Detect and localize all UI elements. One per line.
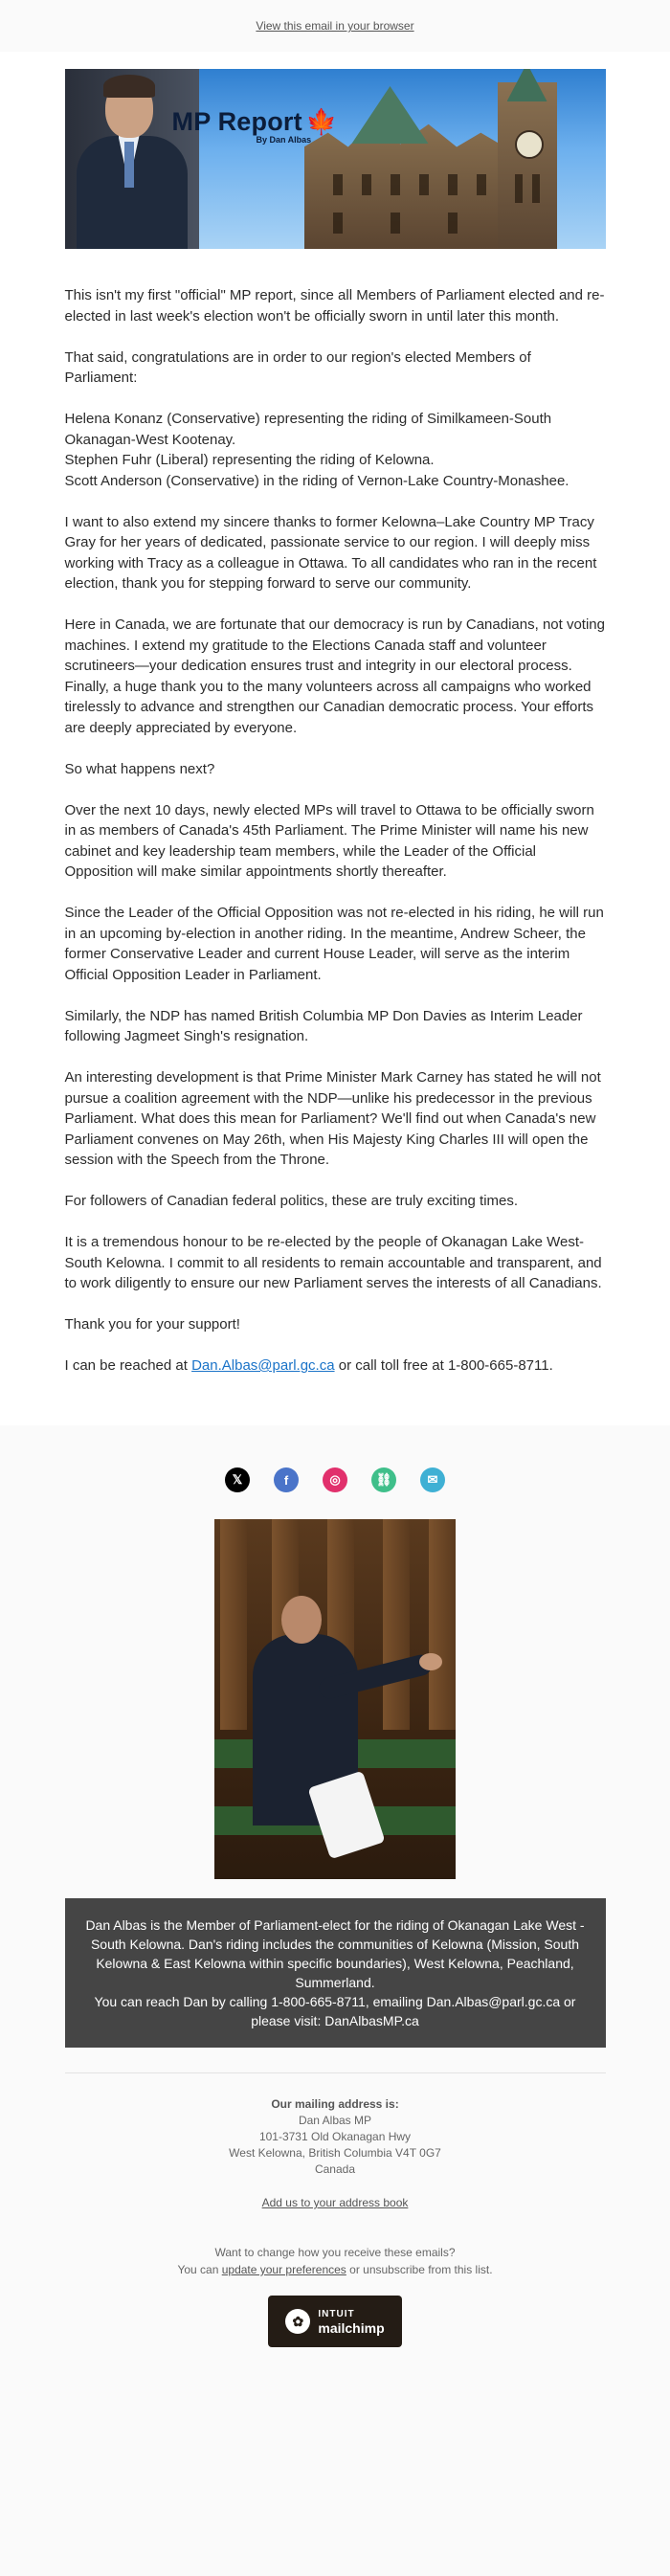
address-line: Dan Albas MP [298, 2114, 372, 2127]
email-icon[interactable]: ✉ [420, 1467, 445, 1492]
window [333, 213, 343, 234]
instagram-icon[interactable]: ◎ [323, 1467, 347, 1492]
top-bar [0, 0, 670, 52]
hair [103, 75, 155, 98]
paragraph: Similarly, the NDP has named British Columbia MP Don Davies as Interim Leader following Jagmeet Singh's resignation. [64, 1007, 583, 1044]
email-preferences [0, 2244, 670, 2278]
banner-title: MP Report [171, 107, 302, 136]
contact-pre: I can be reached at [64, 1357, 192, 1374]
banner-byline: By Dan Albas [256, 135, 312, 145]
paragraph: Over the next 10 days, newly elected MPs will travel to Ottawa to be officially sworn in as members of Canada's 45th Parliament. The Prime Minister will name his new cabinet and key leadership team members, while the Leader of the Official Opposition will make similar appointments shortly thereafter. [64, 801, 594, 880]
window [477, 174, 486, 195]
paragraph: Here in Canada, we are fortunate that our democracy is run by Canadians, not voting machines. I extend my gratitude to the Elections Canada staff and volunteer scrutineers—your dedication ensures trust and integrity in our electoral process. Finally, a huge thank you to the many volunteers across all campaigns who worked tirelessly to advance and strengthen our Canadian democratic process. Your efforts are deeply appreciated by everyone. [64, 616, 605, 736]
mailchimp-label: mailchimp [318, 2320, 385, 2336]
paragraph: An interesting development is that Prime Minister Mark Carney has stated he will not pursue a coalition agreement with the NDP—unlike his predecessor in the previous Parliament. What does this mean for Parliament? We'll find out when Canada's new Parliament convenes on May 26th, when His Majesty King Charles III will open the session with the Speech from the Throne. [64, 1069, 601, 1168]
window [333, 174, 343, 195]
update-preferences-link[interactable]: update your preferences [221, 2263, 346, 2276]
window [391, 174, 400, 195]
window [419, 174, 429, 195]
unsubscribe-link[interactable]: unsubscribe from this list [363, 2263, 490, 2276]
bio-contact: You can reach Dan by calling 1-800-665-8711, emailing Dan.Albas@parl.gc.ca or please visit: DanAlbasMP.ca [94, 1994, 576, 2028]
window [448, 213, 458, 234]
address-line: 101-3731 Old Okanagan Hwy [258, 2130, 412, 2143]
bio-box [65, 1898, 606, 2048]
paragraph: I want to also extend my sincere thanks to former Kelowna–Lake Country MP Tracy Gray for her years of dedicated, passionate service to our region. I will deeply miss working with Tracy as a colleague in Ottawa. To all candidates who ran in the recent election, thank you for stepping forward to serve our community. [64, 513, 597, 592]
website-link-icon[interactable]: ⛓ [371, 1467, 396, 1492]
banner-brand [172, 107, 338, 145]
list-item: Helena Konanz (Conservative) representing the riding of Similkameen-South Okanagan-West Kootenay. [64, 411, 552, 448]
email-main [0, 52, 670, 1425]
maple-leaf-icon: 🍁 [305, 107, 338, 136]
contact-paragraph [65, 1355, 606, 1377]
address-line: Canada [314, 2162, 356, 2176]
list-item: Stephen Fuhr (Liberal) representing the riding of Kelowna. [64, 452, 435, 468]
bio-text: Dan Albas is the Member of Parliament-elect for the riding of Okanagan Lake West - South Kelowna. Dan's riding includes the communities of Kelowna (Mission, South Kelowna & East Kelowna within specific boundaries), West Kelowna, Peachland, Summerland. [85, 1917, 585, 1990]
portrait [65, 69, 199, 249]
footer [0, 1425, 670, 2347]
building-roof [352, 86, 429, 144]
address-heading: Our mailing address is: [271, 2097, 399, 2111]
elected-members-list [65, 409, 606, 491]
wood-panel [383, 1519, 410, 1730]
address-line: West Kelowna, British Columbia V4T 0G7 [229, 2146, 441, 2160]
paragraph: Since the Leader of the Official Opposition was not re-elected in his riding, he will run in an upcoming by-election in another riding. In the meantime, Andrew Scheer, the former Conservative Leader and current House Leader, will serve as the interim Official Opposition Leader in Parliament. [64, 905, 604, 983]
paragraph: So what happens next? [64, 760, 215, 777]
contact-post: or call toll free at 1-800-665-8711. [334, 1357, 553, 1374]
prefs-pre: You can [177, 2263, 222, 2276]
paragraph: That said, congratulations are in order to our region's elected Members of Parliament: [64, 348, 531, 386]
mailchimp-text [318, 2308, 384, 2335]
facebook-icon[interactable]: f [274, 1467, 299, 1492]
paragraph: This isn't my first "official" MP report, since all Members of Parliament elected and re-elected in last week's election won't be officially sworn in until later this month. [64, 287, 605, 325]
peace-tower [498, 82, 557, 249]
house-of-commons-photo [214, 1519, 456, 1879]
wood-panel [220, 1519, 247, 1730]
tie [124, 142, 134, 188]
add-to-address-book-link[interactable]: Add us to your address book [261, 2196, 409, 2209]
speaker-hand [419, 1653, 442, 1670]
list-item: Scott Anderson (Conservative) in the riding of Vernon-Lake Country-Monashee. [64, 472, 570, 489]
speech-papers [307, 1771, 385, 1860]
social-links [0, 1467, 670, 1492]
mailing-address [0, 2096, 670, 2211]
mailchimp-badge[interactable] [268, 2296, 402, 2347]
paragraph: For followers of Canadian federal politics, these are truly exciting times. [64, 1193, 519, 1209]
email-link[interactable]: Dan.Albas@parl.gc.ca [191, 1357, 335, 1374]
clock-icon [515, 130, 544, 159]
intuit-label: INTUIT [318, 2309, 355, 2319]
letter-body [65, 285, 606, 1377]
prefs-mid: or [346, 2263, 364, 2276]
wood-panel [429, 1519, 456, 1730]
window [515, 174, 523, 203]
prefs-question: Want to change how you receive these emails? [214, 2246, 456, 2259]
paragraph: Thank you for your support! [64, 1316, 240, 1333]
paragraph: It is a tremendous honour to be re-elected by the people of Okanagan Lake West-South Kelowna. I commit to all residents to remain accountable and transparent, and to work diligently to ensure our new Parliament serves the interests of all Canadians. [64, 1234, 602, 1291]
speaker-head [281, 1596, 322, 1644]
divider [65, 2072, 606, 2073]
window [448, 174, 458, 195]
window [391, 213, 400, 234]
window [532, 174, 540, 203]
window [362, 174, 371, 195]
prefs-end: . [489, 2263, 493, 2276]
x-icon[interactable]: 𝕏 [225, 1467, 250, 1492]
header-banner [65, 69, 606, 249]
view-in-browser-link[interactable]: View this email in your browser [256, 19, 414, 33]
mailchimp-logo-icon: ✿ [285, 2309, 310, 2334]
